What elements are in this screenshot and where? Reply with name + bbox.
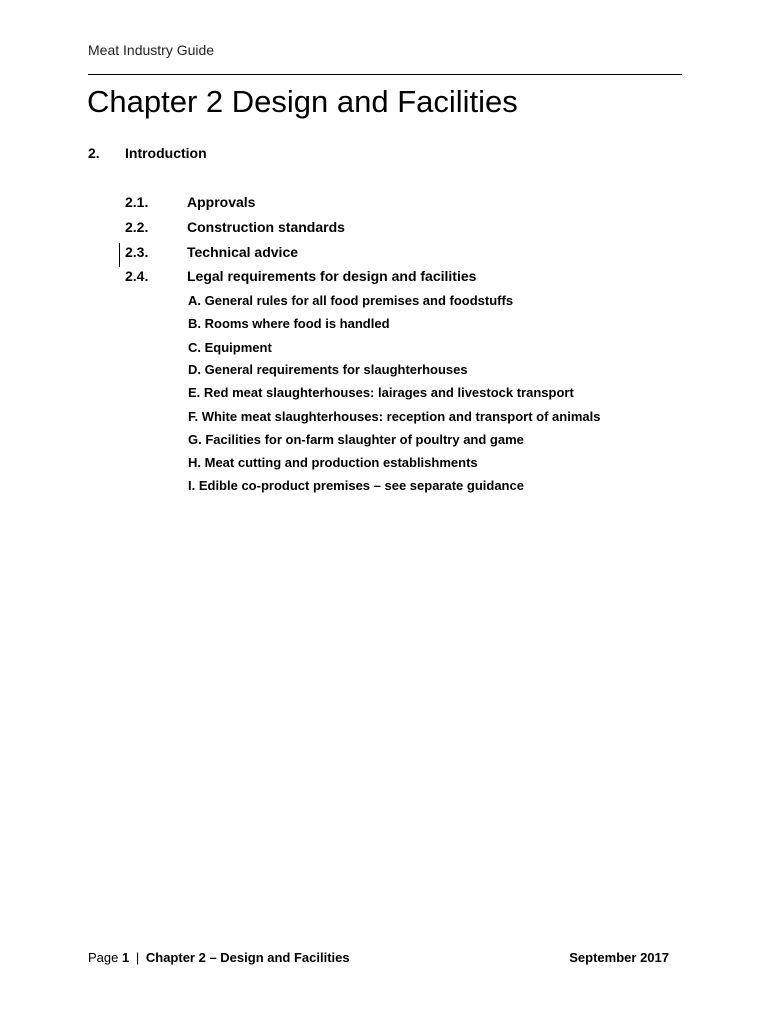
footer-chapter-label: Chapter 2 – Design and Facilities — [145, 950, 350, 965]
footer-date: September 2017 — [569, 950, 669, 965]
section-number: 2. — [88, 145, 100, 161]
running-header: Meat Industry Guide — [88, 42, 215, 58]
subsection-label: Legal requirements for design and facilities — [187, 268, 477, 284]
subsection-number: 2.2. — [125, 219, 149, 235]
list-item: D. General requirements for slaughterhouses — [188, 362, 468, 377]
section-label: Introduction — [125, 145, 207, 161]
subsection-number: 2.1. — [125, 194, 149, 210]
subsection-label: Technical advice — [187, 244, 299, 260]
footer-page-number: 1 — [122, 950, 130, 965]
list-item: H. Meat cutting and production establishments — [188, 455, 478, 470]
subsection-label: Construction standards — [187, 219, 345, 235]
subsection-label: Approvals — [187, 194, 256, 210]
list-item: I. Edible co-product premises – see separate guidance — [188, 478, 524, 493]
list-item: A. General rules for all food premises and foodstuffs — [188, 293, 514, 308]
subsection-number: 2.3. — [125, 244, 149, 260]
revision-change-bar — [119, 243, 120, 267]
list-item: C. Equipment — [188, 340, 272, 355]
footer-separator: | — [135, 950, 140, 965]
footer-page-word: Page — [88, 950, 119, 965]
list-item: G. Facilities for on-farm slaughter of poultry and game — [188, 432, 524, 447]
list-item: B. Rooms where food is handled — [188, 316, 390, 331]
footer-page-info — [88, 950, 350, 965]
subsection-number: 2.4. — [125, 268, 149, 284]
header-divider — [88, 74, 682, 75]
list-item: E. Red meat slaughterhouses: lairages and livestock transport — [188, 385, 574, 400]
list-item: F. White meat slaughterhouses: reception and transport of animals — [188, 409, 601, 424]
chapter-title: Chapter 2 Design and Facilities — [87, 84, 518, 119]
